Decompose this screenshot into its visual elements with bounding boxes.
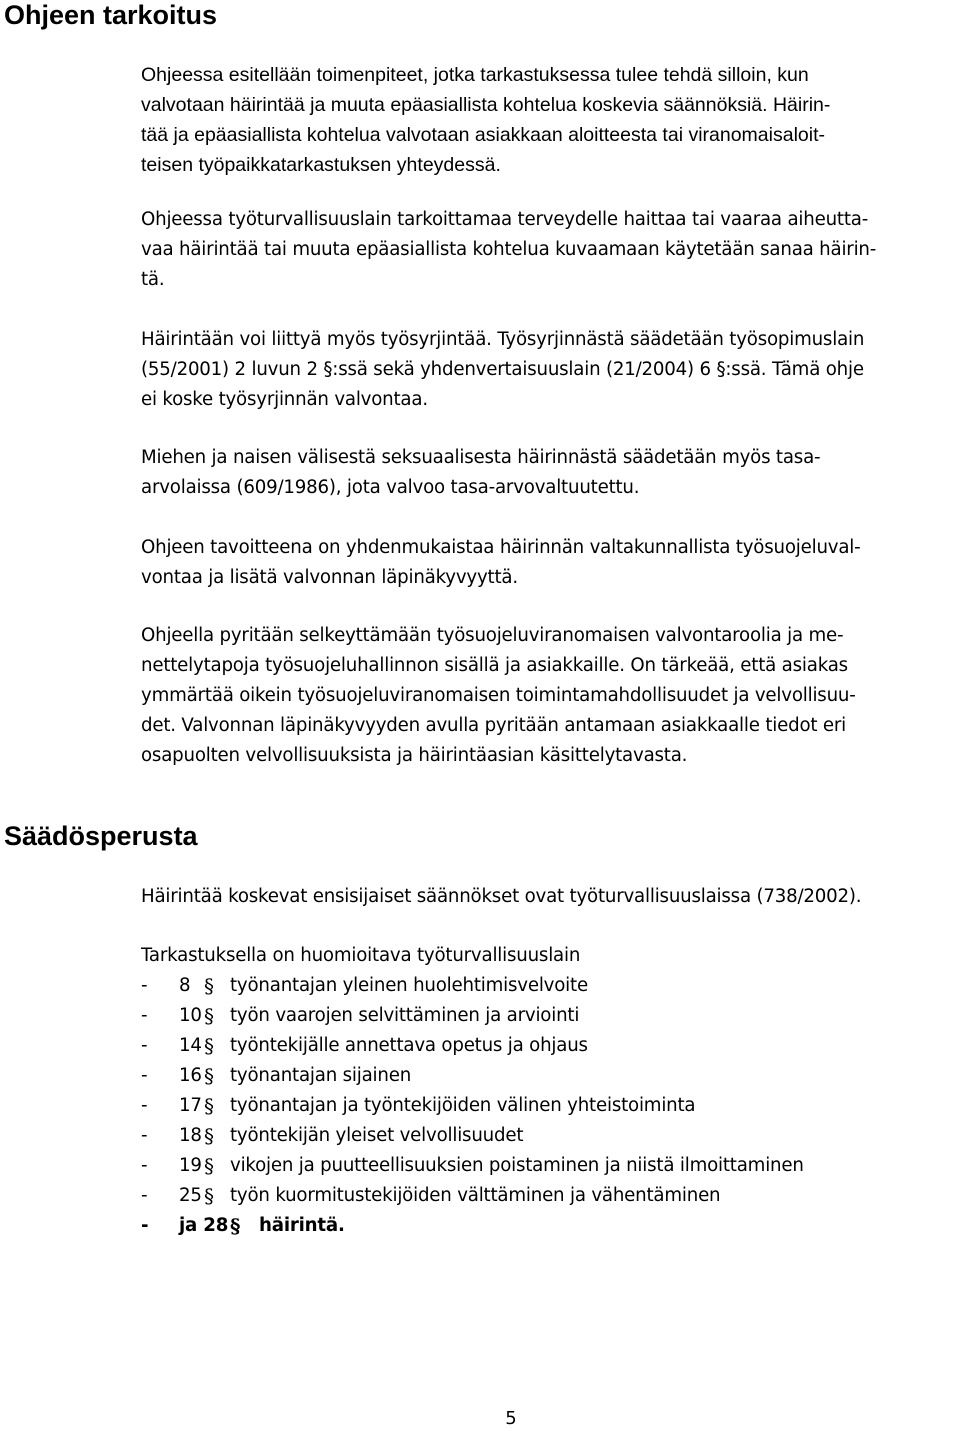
- dash-bullet: -: [141, 1215, 149, 1236]
- dash-bullet: -: [141, 1065, 148, 1086]
- item-text: työnantajan ja työntekijöiden välinen yhteistoiminta: [230, 1095, 696, 1116]
- paragraph-line: valvotaan häirintää ja muuta epäasiallista kohtelua koskevia säännöksiä. Häirin-: [141, 94, 831, 116]
- section-symbol: §: [204, 1034, 214, 1058]
- paragraph-line: nettelytapoja työsuojeluhallinnon sisällä ja asiakkaille. On tärkeää, että asiakas: [141, 655, 848, 676]
- item-text: työntekijän yleiset velvollisuudet: [230, 1125, 524, 1146]
- section-number: 8: [179, 975, 191, 996]
- section-number: 14: [179, 1035, 202, 1056]
- paragraph-line: vaa häirintää tai muuta epäasiallista kohtelua kuvaamaan käytetään sanaa häirin-: [141, 239, 877, 260]
- page-number: 5: [505, 1408, 517, 1429]
- paragraph-line: ei koske työsyrjinnän valvontaa.: [141, 389, 428, 410]
- dash-bullet: -: [141, 1095, 148, 1116]
- section-number: 18: [179, 1125, 202, 1146]
- paragraph-line: Miehen ja naisen välisestä seksuaalisesta häirinnästä säädetään myös tasa-: [141, 447, 821, 468]
- paragraph-legal-basis: [141, 882, 959, 912]
- section-symbol: §: [204, 1124, 214, 1148]
- dash-bullet: -: [141, 1035, 148, 1056]
- item-text: vikojen ja puutteellisuuksien poistaminen ja niistä ilmoittaminen: [230, 1155, 804, 1176]
- paragraph-goal: [141, 533, 959, 593]
- paragraph-line: osapuolten velvollisuuksista ja häirintäasian käsittelytavasta.: [141, 745, 688, 766]
- paragraph-purpose: [141, 60, 959, 180]
- section-number: 19: [179, 1155, 202, 1176]
- item-text: työn vaarojen selvittäminen ja arviointi: [230, 1005, 580, 1026]
- paragraph-line: arvolaissa (609/1986), jota valvoo tasa-arvovaltuutettu.: [141, 477, 640, 498]
- list-intro: Tarkastuksella on huomioitava työturvallisuuslain: [141, 945, 581, 966]
- paragraph-line: teisen työpaikkatarkastuksen yhteydessä.: [141, 154, 501, 176]
- section-symbol: §: [230, 1214, 241, 1238]
- section-symbol: §: [204, 1184, 214, 1208]
- item-text: työn kuormitustekijöiden välttäminen ja vähentäminen: [230, 1185, 721, 1206]
- paragraph-line: vontaa ja lisätä valvonnan läpinäkyvyyttä.: [141, 567, 518, 588]
- paragraph-line: (55/2001) 2 luvun 2 §:ssä sekä yhdenvertaisuuslain (21/2004) 6 §:ssä. Tämä ohje: [141, 359, 864, 380]
- paragraph-line: Ohjeen tavoitteena on yhdenmukaistaa häirinnän valtakunnallista työsuojeluval-: [141, 537, 861, 558]
- section-heading-saadosperusta: Säädösperusta: [4, 821, 198, 851]
- paragraph-line: Ohjeessa esitellään toimenpiteet, jotka tarkastuksessa tulee tehdä silloin, kun: [141, 64, 809, 86]
- item-text: työnantajan sijainen: [230, 1065, 412, 1086]
- item-text: häirintä.: [259, 1215, 345, 1236]
- section-heading-ohjeen-tarkoitus: Ohjeen tarkoitus: [4, 0, 218, 30]
- item-text: työntekijälle annettava opetus ja ohjaus: [230, 1035, 588, 1056]
- section-number: 16: [179, 1065, 202, 1086]
- section-number: 25: [179, 1185, 202, 1206]
- dash-bullet: -: [141, 1185, 148, 1206]
- section-symbol: §: [204, 1064, 214, 1088]
- section-number: 10: [179, 1005, 202, 1026]
- dash-bullet: -: [141, 1155, 148, 1176]
- paragraph-line: tä.: [141, 269, 165, 290]
- section-symbol: §: [204, 1154, 214, 1178]
- item-text: työnantajan yleinen huolehtimisvelvoite: [230, 975, 588, 996]
- paragraph-line: tää ja epäasiallista kohtelua valvotaan asiakkaan aloitteesta tai viranomaisaloit-: [141, 124, 825, 146]
- paragraph-line: ymmärtää oikein työsuojeluviranomaisen toimintamahdollisuudet ja velvollisuu-: [141, 685, 856, 706]
- paragraph-line: Häirintää koskevat ensisijaiset säännökset ovat työturvallisuuslaissa (738/2002).: [141, 886, 862, 907]
- paragraph-line: det. Valvonnan läpinäkyvyyden avulla pyritään antamaan asiakkaalle tiedot eri: [141, 715, 847, 736]
- section-symbol: §: [204, 1094, 214, 1118]
- section-symbol: §: [204, 1004, 214, 1028]
- paragraph-clarification: [141, 621, 959, 771]
- section-number: ja 28: [179, 1215, 229, 1236]
- paragraph-equality-act: [141, 443, 959, 503]
- dash-bullet: -: [141, 975, 148, 996]
- dash-bullet: -: [141, 1125, 148, 1146]
- paragraph-line: Ohjeella pyritään selkeyttämään työsuojeluviranomaisen valvontaroolia ja me-: [141, 625, 844, 646]
- section-symbol: §: [204, 974, 214, 998]
- paragraph-line: Ohjeessa työturvallisuuslain tarkoittamaa terveydelle haittaa tai vaaraa aiheutta-: [141, 209, 869, 230]
- paragraph-discrimination: [141, 325, 959, 415]
- paragraph-harm-definition: [141, 205, 959, 295]
- section-number: 17: [179, 1095, 202, 1116]
- dash-bullet: -: [141, 1005, 148, 1026]
- paragraph-line: Häirintään voi liittyä myös työsyrjintää. Työsyrjinnästä säädetään työsopimuslain: [141, 329, 865, 350]
